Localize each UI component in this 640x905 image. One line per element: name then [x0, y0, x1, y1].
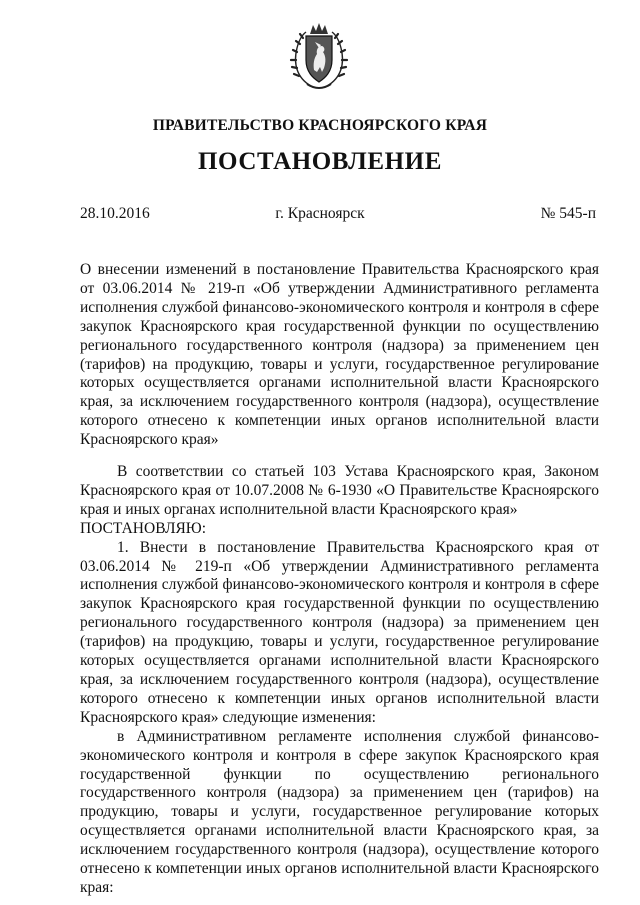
document-city: г. Красноярск: [275, 205, 365, 222]
item-1-paragraph: 1. Внести в постановление Правительства Красноярского края от 03.06.2014 № 219-п «Об утверждении Административного регламента исполнения службой финансово-экономического контроля и контроля в сфере закупок Красноярского края государственной функции по осуществлению регионального государственного контроля (надзора) за применением цен (тарифов) на продукцию, товары и услуги, государственное регулирование которых осуществляется органами исполнительной власти Красноярского края, за исключением государственного контроля (надзора), осуществление которого отнесено к компетенции иных органов исполнительной власти Красноярского края» следующие изменения:: [80, 538, 599, 726]
item-1-detail-paragraph: в Административном регламенте исполнения службой финансово-экономического контроля и контроля в сфере закупок Красноярского края государственной функции по осуществлению регионального государственного контроля (надзора) за применением цен (тарифов) на продукцию, товары и услуги, государственное регулирование которых осуществляется органами исполнительной власти Красноярского края, за исключением государственного контроля (надзора), осуществление которого отнесено к компетенции иных органов исполнительной власти Красноярского края:: [80, 727, 599, 896]
resolve-word: ПОСТАНОВЛЯЮ:: [80, 519, 207, 537]
document-body: [80, 463, 599, 898]
document-date: 28.10.2016: [80, 205, 150, 222]
document-subject: [80, 261, 599, 450]
subject-text: О внесении изменений в постановление Правительства Красноярского края от 03.06.2014 № 219-п «Об утверждении Административного регламента исполнения службой финансово-экономического контроля и контроля в сфере закупок Красноярского края государственной функции по осуществлению регионального государственного контроля (надзора) за применением цен (тарифов) на продукцию, товары и услуги, государственное регулирование которых осуществляется органами исполнительной власти Красноярского края, за исключением государственного контроля (надзора), осуществление которого отнесено к компетенции иных органов исполнительной власти Красноярского края»: [80, 261, 599, 449]
document-type-title: ПОСТАНОВЛЕНИЕ: [197, 148, 443, 175]
preamble-paragraph: В соответствии со статьей 103 Устава Красноярского края, Законом Красноярского края от 10.07.2008 № 6-1930 «О Правительстве Красноярского края и иных органах исполнительной власти Красноярского края»: [80, 463, 599, 518]
document-number: № 545-п: [540, 205, 596, 222]
government-name: ПРАВИТЕЛЬСТВО КРАСНОЯРСКОГО КРАЯ: [152, 117, 488, 134]
coat-of-arms-icon: [289, 20, 349, 92]
